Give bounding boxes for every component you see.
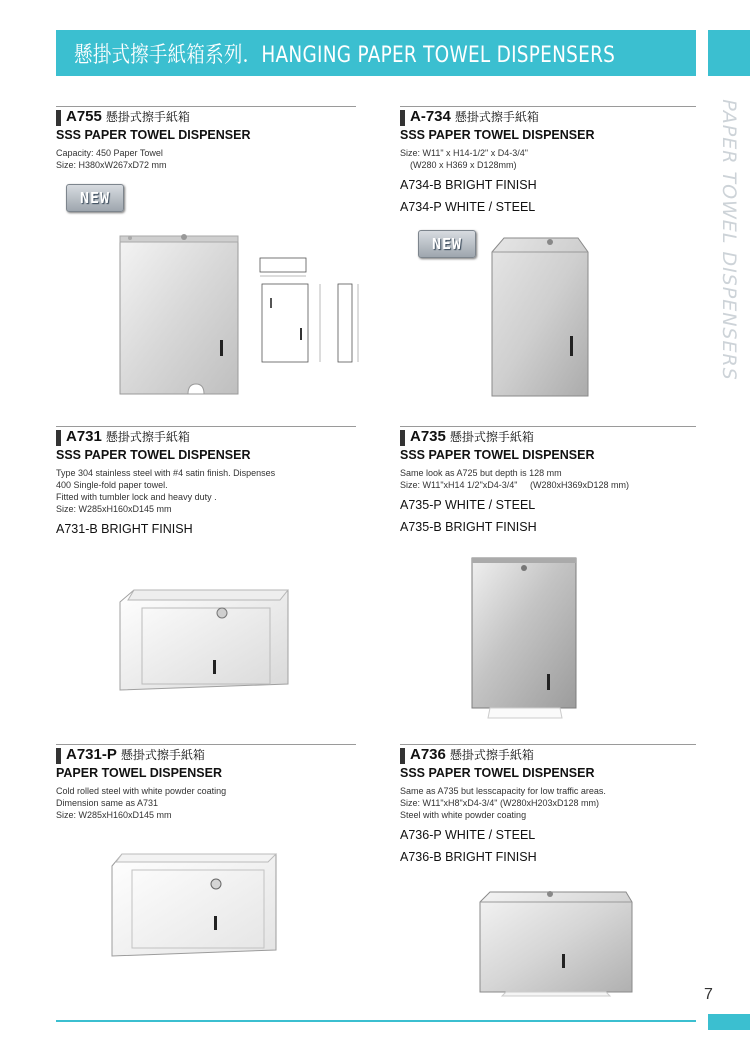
product-subtitle: SSS PAPER TOWEL DISPENSER [400, 128, 595, 142]
product-a735 [400, 426, 696, 535]
product-a755 [56, 106, 356, 171]
product-subtitle: SSS PAPER TOWEL DISPENSER [56, 128, 251, 142]
product-subtitle: SSS PAPER TOWEL DISPENSER [400, 766, 595, 780]
finish-option: A736-P WHITE / STEEL [400, 828, 536, 842]
spec-line: Size: W285xH160xD145 mm [56, 504, 172, 514]
header-marker [400, 430, 405, 446]
product-code: A736 [410, 746, 446, 763]
product-header [56, 106, 356, 126]
footer-tab [708, 1014, 750, 1030]
header-marker [56, 748, 61, 764]
spec-line: Cold rolled steel with white powder coating [56, 786, 227, 796]
product-header [400, 106, 696, 126]
product-header [56, 426, 356, 446]
header-marker [400, 110, 405, 126]
finish-option: A735-P WHITE / STEEL [400, 498, 536, 512]
new-badge: NEW [418, 230, 476, 258]
header-marker [56, 430, 61, 446]
page-title: 懸掛式擦手紙箱系列．HANGING PAPER TOWEL DISPENSERS [74, 43, 616, 68]
finish-option: A734-B BRIGHT FINISH [400, 178, 537, 192]
spec-line: Type 304 stainless steel with #4 satin finish. Dispenses [56, 468, 276, 478]
product-name-zh: 懸掛式擦手紙箱 [120, 748, 205, 762]
header-marker [400, 748, 405, 764]
spec-line: (W280 x H369 x D128mm) [410, 160, 517, 170]
product-code: A-734 [410, 108, 451, 125]
product-name-zh: 懸掛式擦手紙箱 [449, 748, 534, 762]
product-image-a731 [112, 584, 294, 694]
page-number: 7 [704, 986, 713, 1003]
product-header [400, 426, 696, 446]
footer-rule [56, 1020, 696, 1022]
product-subtitle: SSS PAPER TOWEL DISPENSER [56, 448, 251, 462]
spec-line: Size: W11"xH8"xD4-3/4" (W280xH203xD128 mm) [400, 798, 599, 808]
product-a731 [56, 426, 356, 537]
product-title [410, 107, 539, 127]
product-image-a734 [490, 232, 590, 398]
side-section-label: PAPER TOWEL DISPENSERS [718, 99, 740, 381]
product-a734 [400, 106, 696, 215]
spec-line: Same look as A725 but depth is 128 mm [400, 468, 562, 478]
spec-line: Size: H380xW267xD72 mm [56, 160, 167, 170]
product-header [56, 744, 356, 764]
product-subtitle: PAPER TOWEL DISPENSER [56, 766, 223, 780]
finish-option: A731-B BRIGHT FINISH [56, 522, 193, 536]
product-code: A755 [66, 108, 102, 125]
header-marker [56, 110, 61, 126]
product-header [400, 744, 696, 764]
spec-line: Size: W11" x H14-1/2" x D4-3/4" [400, 148, 528, 158]
product-image-a755 [110, 228, 370, 398]
product-code: A735 [410, 428, 446, 445]
product-code: A731 [66, 428, 102, 445]
spec-line: 400 Single-fold paper towel. [56, 480, 168, 490]
spec-line: Size: W285xH160xD145 mm [56, 810, 172, 820]
product-a731p [56, 744, 356, 821]
product-image-a736 [476, 886, 636, 998]
product-title [66, 427, 190, 447]
product-title [410, 427, 534, 447]
new-badge: NEW [66, 184, 124, 212]
spec-line: Fitted with tumbler lock and heavy duty . [56, 492, 217, 502]
product-name-zh: 懸掛式擦手紙箱 [449, 430, 534, 444]
finish-option: A735-B BRIGHT FINISH [400, 520, 537, 534]
product-name-zh: 懸掛式擦手紙箱 [105, 430, 190, 444]
finish-option: A736-B BRIGHT FINISH [400, 850, 537, 864]
header-banner [56, 30, 696, 76]
product-name-zh: 懸掛式擦手紙箱 [105, 110, 190, 124]
product-image-a735 [470, 554, 580, 720]
product-subtitle: SSS PAPER TOWEL DISPENSER [400, 448, 595, 462]
product-title [66, 107, 190, 127]
corner-tab [708, 30, 750, 76]
product-title [410, 745, 534, 765]
product-name-zh: 懸掛式擦手紙箱 [454, 110, 539, 124]
product-a736 [400, 744, 696, 865]
finish-option: A734-P WHITE / STEEL [400, 200, 536, 214]
product-title [66, 745, 205, 765]
spec-line: Dimension same as A731 [56, 798, 159, 808]
spec-line: Same as A735 but lesscapacity for low traffic areas. [400, 786, 606, 796]
spec-line: Size: W11"xH14 1/2"xD4-3/4" (W280xH369xD128 mm) [400, 480, 629, 490]
spec-line: Steel with white powder coating [400, 810, 527, 820]
product-image-a731p [106, 848, 282, 960]
spec-line: Capacity: 450 Paper Towel [56, 148, 163, 158]
product-code: A731-P [66, 746, 117, 763]
